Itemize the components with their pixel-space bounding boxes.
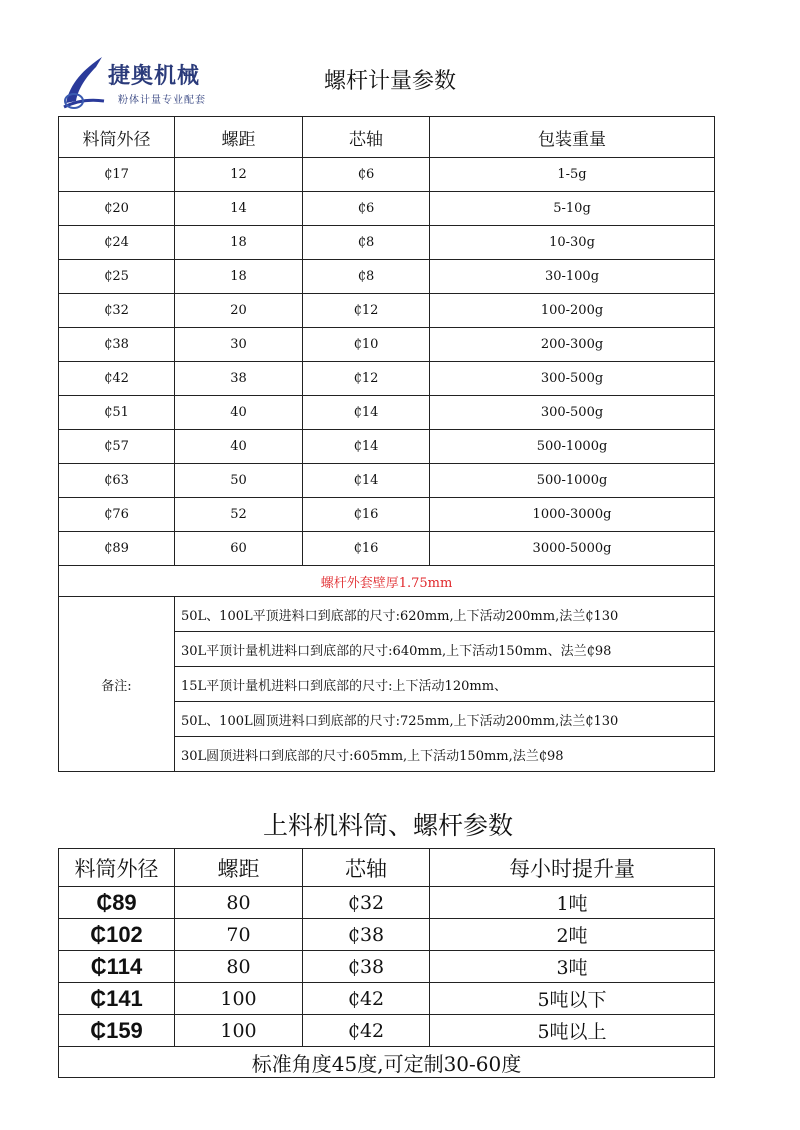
table1-cell: ₵14 [303, 430, 430, 464]
table1-cell: 18 [175, 260, 303, 294]
table2-header-row [59, 849, 715, 887]
table1-cell: 500-1000g [430, 430, 715, 464]
table1-cell: ₵20 [59, 192, 175, 226]
table1-cell: ₵32 [59, 294, 175, 328]
table2-cell: 5吨以下 [430, 983, 715, 1015]
logo-company-name: 捷奥机械 [108, 64, 201, 89]
table1-cell: ₵42 [59, 362, 175, 396]
table1-cell: ₵89 [59, 532, 175, 566]
note-text: 50L、100L圆顶进料口到底部的尺寸:725mm,上下活动200mm,法兰₵130 [175, 702, 715, 737]
table1-cell: 100-200g [430, 294, 715, 328]
table2-cell: ₵38 [303, 951, 430, 983]
table2-cell: ₵42 [303, 983, 430, 1015]
table2-cell: 5吨以上 [430, 1015, 715, 1047]
table1-row [59, 396, 715, 430]
table1-cell: 30 [175, 328, 303, 362]
table1-row [59, 362, 715, 396]
table1-row [59, 158, 715, 192]
angle-note: 标准角度45度,可定制30-60度 [59, 1047, 715, 1078]
table1-header-cell: 芯轴 [303, 117, 430, 158]
table2-cell: ₵159 [59, 1015, 175, 1047]
table1-header-row [59, 117, 715, 158]
table1-cell: ₵12 [303, 294, 430, 328]
table1-cell: ₵14 [303, 464, 430, 498]
table1-cell: ₵24 [59, 226, 175, 260]
table2-cell: 1吨 [430, 887, 715, 919]
table1-header-cell: 料筒外径 [59, 117, 175, 158]
table2-cell: 70 [175, 919, 303, 951]
table1-row [59, 430, 715, 464]
table1-cell: 40 [175, 430, 303, 464]
table2-header-cell: 每小时提升量 [430, 849, 715, 887]
table1-cell: 14 [175, 192, 303, 226]
table1-cell: 12 [175, 158, 303, 192]
note-text: 30L平顶计量机进料口到底部的尺寸:640mm,上下活动150mm、法兰₵98 [175, 632, 715, 667]
note-text: 30L圆顶进料口到底部的尺寸:605mm,上下活动150mm,法兰₵98 [175, 737, 715, 772]
table1-cell: 3000-5000g [430, 532, 715, 566]
table1-row [59, 294, 715, 328]
table1-cell: ₵6 [303, 192, 430, 226]
table2-cell: ₵141 [59, 983, 175, 1015]
table1-cell: 1000-3000g [430, 498, 715, 532]
table2-header-cell: 料筒外径 [59, 849, 175, 887]
table1-cell: ₵8 [303, 226, 430, 260]
table1-cell: ₵14 [303, 396, 430, 430]
table1-row [59, 226, 715, 260]
notes-label: 备注: [59, 597, 175, 772]
table2-row [59, 919, 715, 951]
note-text: 50L、100L平顶进料口到底部的尺寸:620mm,上下活动200mm,法兰₵130 [175, 597, 715, 632]
table1-row [59, 464, 715, 498]
table2-cell: ₵102 [59, 919, 175, 951]
table1-header-cell: 包装重量 [430, 117, 715, 158]
table2-cell: 80 [175, 951, 303, 983]
table1-cell: 50 [175, 464, 303, 498]
table2-cell: ₵89 [59, 887, 175, 919]
note-text: 15L平顶计量机进料口到底部的尺寸:上下活动120mm、 [175, 667, 715, 702]
table2-cell: ₵42 [303, 1015, 430, 1047]
table1-cell: 300-500g [430, 396, 715, 430]
table2-row [59, 983, 715, 1015]
table2-header-cell: 螺距 [175, 849, 303, 887]
table1-row [59, 192, 715, 226]
screw-metering-table [58, 116, 715, 772]
table2-cell: 100 [175, 1015, 303, 1047]
table1-row [59, 328, 715, 362]
table1-cell: ₵12 [303, 362, 430, 396]
table2-footer-row [59, 1047, 715, 1078]
table1-cell: ₵63 [59, 464, 175, 498]
table2-title: 上料机料筒、螺杆参数 [262, 811, 513, 840]
table1-cell: 20 [175, 294, 303, 328]
table2-cell: 80 [175, 887, 303, 919]
table1-header-cell: 螺距 [175, 117, 303, 158]
table2-row [59, 887, 715, 919]
feeder-parameters-table [58, 848, 715, 1078]
table1-cell: ₵38 [59, 328, 175, 362]
table1-cell: 18 [175, 226, 303, 260]
table1-cell: 40 [175, 396, 303, 430]
table1-title: 螺杆计量参数 [323, 69, 456, 94]
table2-row [59, 951, 715, 983]
table1-cell: ₵51 [59, 396, 175, 430]
table2-cell: ₵38 [303, 919, 430, 951]
table1-cell: ₵8 [303, 260, 430, 294]
wall-thickness-note: 螺杆外套壁厚1.75mm [59, 566, 715, 597]
table1-cell: 5-10g [430, 192, 715, 226]
table2-cell: 3吨 [430, 951, 715, 983]
table2-header-cell: 芯轴 [303, 849, 430, 887]
table1-cell: ₵10 [303, 328, 430, 362]
table1-cell: ₵17 [59, 158, 175, 192]
table1-cell: 38 [175, 362, 303, 396]
table1-row [59, 532, 715, 566]
table1-cell: ₵76 [59, 498, 175, 532]
table1-cell: 1-5g [430, 158, 715, 192]
table2-cell: 100 [175, 983, 303, 1015]
table1-row [59, 498, 715, 532]
table1-cell: 30-100g [430, 260, 715, 294]
logo-tagline: 粉体计量专业配套 [118, 95, 206, 106]
table1-cell: ₵57 [59, 430, 175, 464]
table1-cell: 60 [175, 532, 303, 566]
table1-cell: 10-30g [430, 226, 715, 260]
table1-cell: ₵16 [303, 532, 430, 566]
table1-cell: 300-500g [430, 362, 715, 396]
table1-cell: ₵16 [303, 498, 430, 532]
table1-cell: ₵25 [59, 260, 175, 294]
table2-cell: ₵114 [59, 951, 175, 983]
table1-row [59, 260, 715, 294]
table2-row [59, 1015, 715, 1047]
table1-cell: 500-1000g [430, 464, 715, 498]
wall-thickness-row [59, 566, 715, 597]
table1-cell: ₵6 [303, 158, 430, 192]
table1-cell: 52 [175, 498, 303, 532]
table1-cell: 200-300g [430, 328, 715, 362]
table2-cell: 2吨 [430, 919, 715, 951]
table2-cell: ₵32 [303, 887, 430, 919]
note-row [59, 597, 715, 632]
